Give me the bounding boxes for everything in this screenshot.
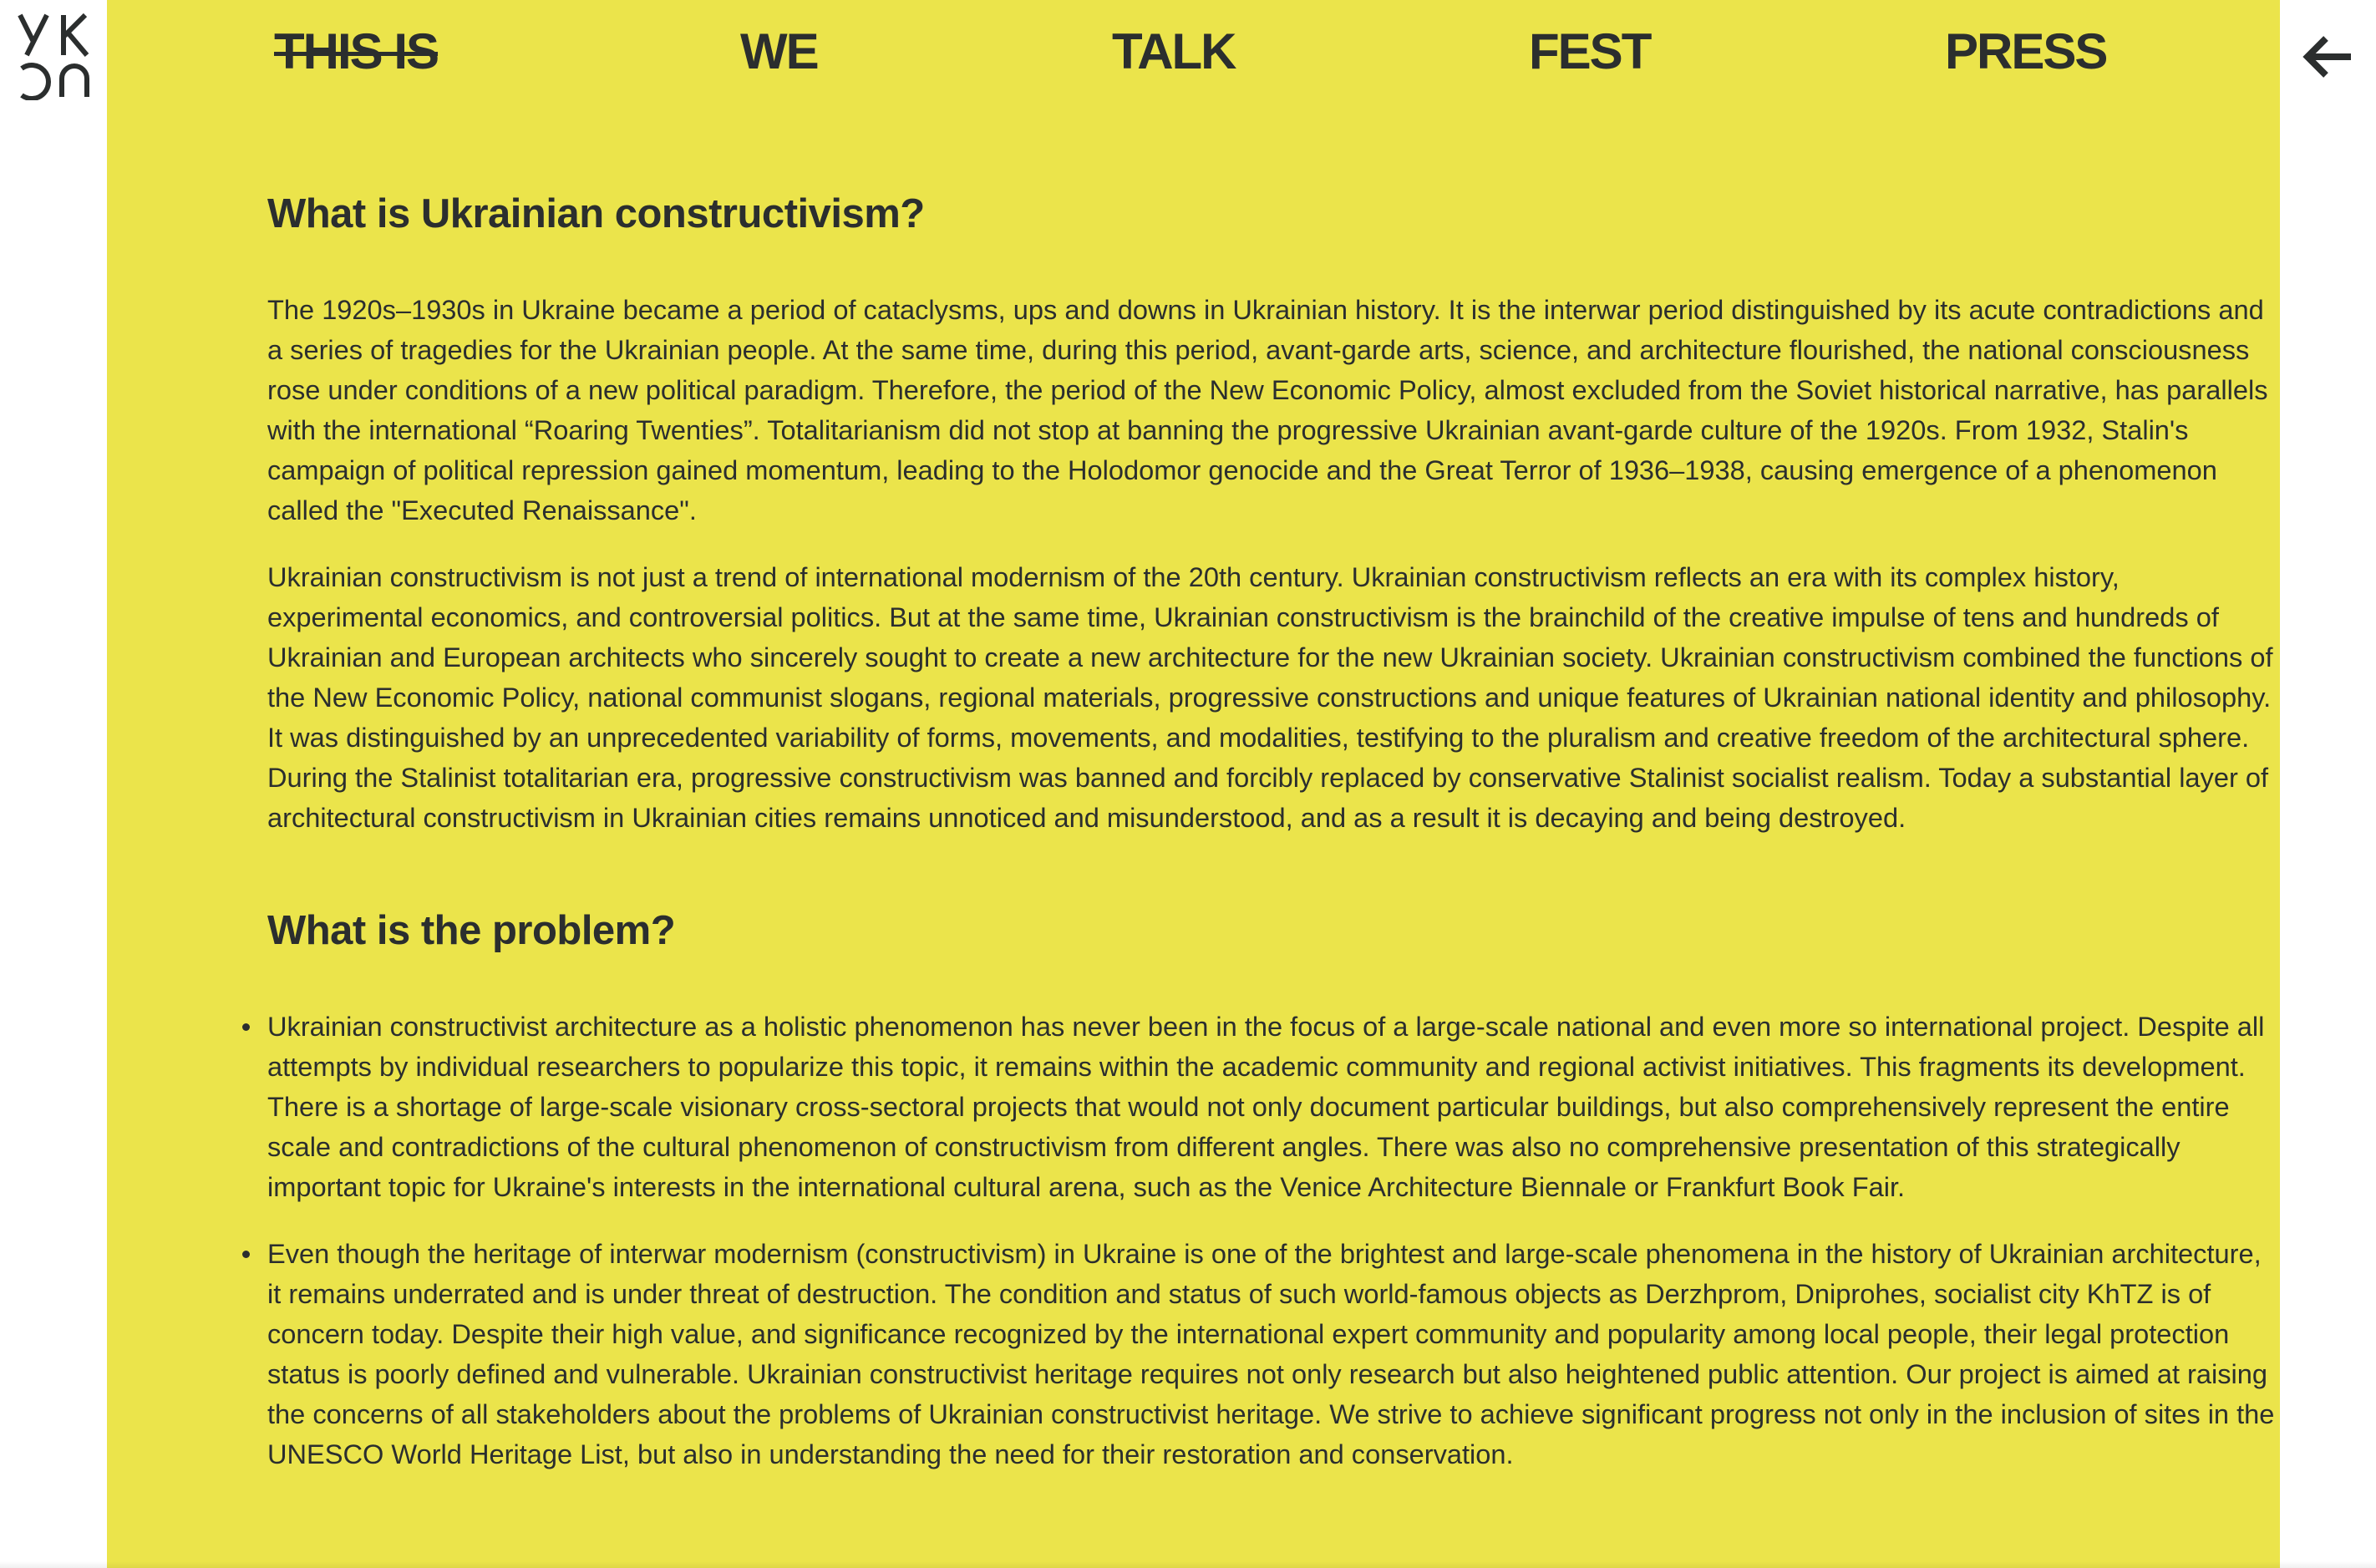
paragraph-constructivism: Ukrainian constructivism is not just a trend of international modernism of the 20th century. Ukrainian constructivism reflects an era with its complex history, experimental economics, and controversial politics. But at the same time, Ukrainian constructivism is the brainchild of the creative impulse of tens and hundreds of Ukrainian and European architects who sincerely sought to create a new architecture for the new Ukrainian society. Ukrainian constructivism combined the functions of the New Economic Policy, national communist slogans, regional materials, progressive constructions and unique features of Ukrainian national identity and philosophy. It was distinguished by an unprecedented variability of forms, movements, and modalities, testifying to the pluralism and creative freedom of the architectural sphere. During the Stalinist totalitarian era, progressive constructivism was banned and forcibly replaced by conservative Stalinist socialist realism. Today a substantial layer of architectural constructivism in Ukrainian cities remains unnoticed and misunderstood, and as a result it is decaying and being destroyed. xyxy=(267,561,2273,833)
arrow-left-icon xyxy=(2301,33,2354,80)
paragraph-intro: The 1920s–1930s in Ukraine became a period of cataclysms, ups and downs in Ukrainian history. It is the interwar period distinguished by its acute contradictions and a series of tragedies for the Ukrainian people. At the same time, during this period, avant-garde arts, science, and architecture flourished, the national consciousness rose under conditions of a new political paradigm. Therefore, the period of the New Economic Policy, almost excluded from the Soviet historical narrative, has parallels with the international “Roaring Twenties”. Totalitarianism did not stop at banning the progressive Ukrainian avant-garde culture of the 1920s. From 1932, Stalin's campaign of political repression gained momentum, leading to the Holodomor genocide and the Great Terror of 1936–1938, causing emergence of a phenomenon called the "Executed Renaissance". xyxy=(267,294,2268,525)
bullet-icon xyxy=(242,1023,250,1031)
bullet-icon xyxy=(242,1251,250,1258)
nav-item-talk[interactable]: TALK xyxy=(1112,23,1236,79)
list-item-text: Even though the heritage of interwar modernism (constructivism) in Ukraine is one of the brightest and large-scale phenomena in the history of Ukrainian architecture, it remains underrated and is under threat of destruction. The condition and status of such world-famous objects as Derzhprom, Dniprohes, socialist city KhTZ is of concern today. Despite their high value, and significance recognized by the international expert community and popularity among local people, their legal protection status is poorly defined and vulnerable. Ukrainian constructivist heritage requires not only research but also heightened public attention. Our project is aimed at raising the concerns of all stakeholders about the problems of Ukrainian constructivist heritage. We strive to achieve significant progress not only in the inclusion of sites in the UNESCO World Heritage List, but also in understanding the need for their restoration and conservation. xyxy=(267,1238,2275,1469)
section-heading-constructivism: What is Ukrainian constructivism? xyxy=(267,191,925,236)
main-panel xyxy=(107,0,2280,1568)
ukcn-monogram-logo xyxy=(15,8,99,100)
section-heading-problem: What is the problem? xyxy=(267,908,676,953)
list-item xyxy=(267,1234,2280,1474)
nav-item-we[interactable]: WE xyxy=(740,23,818,79)
list-item xyxy=(267,1007,2280,1207)
nav-item-fest[interactable]: FEST xyxy=(1529,23,1651,79)
top-navigation xyxy=(107,18,2280,85)
list-item-text: Ukrainian constructivist architecture as a holistic phenomenon has never been in the focus of a large-scale national and even more so international project. Despite all attempts by individual researchers to popularize this topic, it remains within the academic community and regional activist initiatives. This fragments its development. There is a shortage of large-scale visionary cross-sectoral projects that would not only document particular buildings, but also comprehensively represent the entire scale and contradictions of the cultural phenomenon of constructivism from different angles. There was also no comprehensive presentation of this strategically important topic for Ukraine's interests in the international cultural arena, such as the Venice Architecture Biennale or Frankfurt Book Fair. xyxy=(267,1011,2265,1202)
bottom-shadow xyxy=(0,1561,2376,1568)
nav-item-this-is[interactable]: THIS IS xyxy=(274,23,439,79)
logo[interactable] xyxy=(15,8,99,100)
article-content xyxy=(267,185,2280,1501)
back-button[interactable] xyxy=(2301,33,2354,80)
nav-item-press[interactable]: PRESS xyxy=(1945,23,2107,79)
problem-list xyxy=(267,1007,2280,1474)
